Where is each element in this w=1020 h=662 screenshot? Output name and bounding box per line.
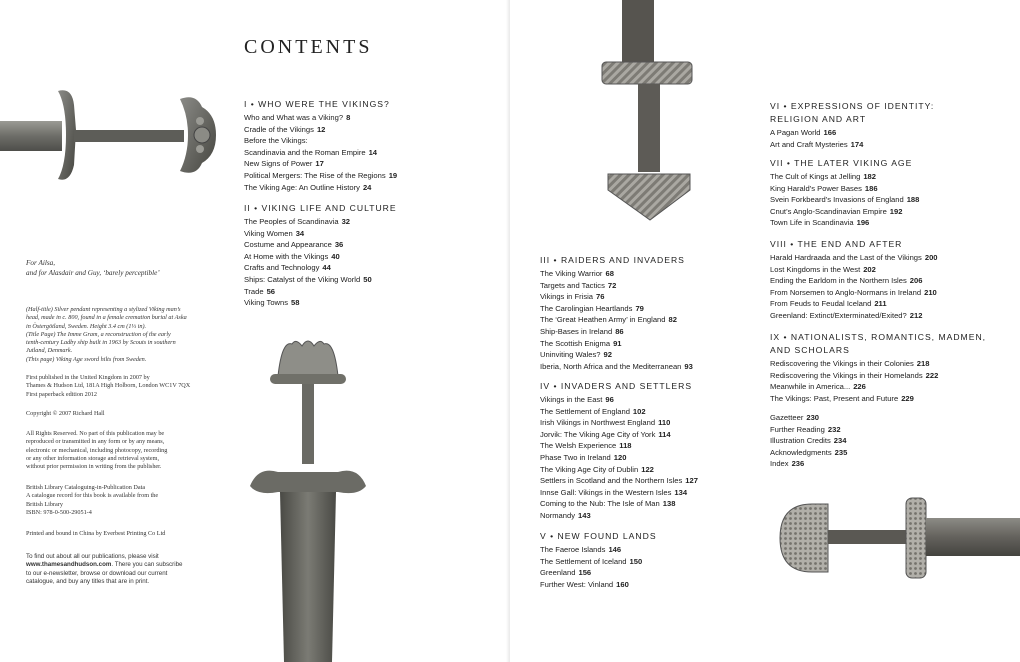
image-captions: [26, 306, 241, 364]
cataloguing-data: [26, 484, 241, 517]
toc-entry[interactable]: [770, 183, 919, 195]
toc-entry[interactable]: [540, 556, 657, 568]
toc-page-number: 92: [603, 350, 612, 360]
toc-page-number: 166: [823, 128, 837, 137]
toc-section: [770, 412, 847, 470]
toc-page-number: 56: [266, 286, 276, 296]
toc-entry-title: Town Life in Scandinavia: [770, 218, 854, 228]
toc-entry-title: The Scottish Enigma: [540, 338, 611, 348]
toc-entry-title: Illustration Credits: [770, 436, 831, 446]
toc-entry[interactable]: [540, 440, 698, 452]
toc-section: [540, 381, 698, 522]
toc-page-number: 232: [827, 424, 841, 434]
toc-entry-title: Svein Forkbeard’s Invasions of England: [770, 195, 904, 205]
toc-entry[interactable]: [770, 287, 938, 299]
toc-section: [244, 99, 397, 193]
toc-page-number: 93: [684, 361, 693, 371]
toc-entry[interactable]: [770, 447, 847, 459]
toc-page-number: 50: [363, 274, 372, 284]
toc-section: [244, 203, 397, 309]
toc-entry-title: Scandinavia and the Roman Empire: [244, 147, 366, 157]
toc-entry-title: A Pagan World: [770, 128, 821, 137]
toc-entry-title: Greenland: [540, 568, 576, 578]
section-heading: IV • INVADERS AND SETTLERS: [540, 381, 693, 391]
toc-entry[interactable]: [540, 406, 698, 418]
web-text: to our e-newsletter, browse or download our current: [26, 569, 168, 577]
toc-page-number: 36: [334, 240, 344, 250]
copyright-line: Copyright © 2007 Richard Hall: [26, 410, 105, 417]
sword-hilt-image-2: [248, 336, 368, 662]
toc-entry[interactable]: [540, 417, 698, 429]
toc-page-number: 143: [578, 510, 591, 520]
rights-line: reproduced or transmitted in any form or by any means,: [26, 438, 165, 446]
toc-entry[interactable]: [244, 182, 397, 194]
toc-entry-title: From Feuds to Feudal Iceland: [770, 299, 872, 309]
cataloguing-line: British Library Cataloguing-in-Publication Data: [26, 484, 146, 491]
toc-entry-title: Harald Hardraada and the Last of the Vikings: [770, 253, 922, 262]
section-heading: VII • THE LATER VIKING AGE: [770, 158, 913, 168]
toc-section: [770, 239, 938, 322]
toc-page-number: 226: [853, 382, 866, 392]
toc-page-number: 186: [864, 183, 878, 193]
dedication-line: and for Alasdair and Guy, ‘barely perceptible’: [26, 269, 160, 277]
sword-hilt-image-4: [778, 496, 1020, 580]
toc-entry-title: Political Mergers: The Rise of the Regions: [244, 170, 386, 180]
toc-entry[interactable]: [244, 135, 397, 147]
toc-entry-title: The Settlement of England: [540, 406, 630, 416]
toc-entry-title: King Harald’s Power Bases: [770, 183, 862, 193]
toc-entry-title: Trade: [244, 286, 264, 296]
toc-entry[interactable]: [540, 326, 693, 338]
toc-entry-title: Coming to the Nub: The Isle of Man: [540, 499, 660, 509]
toc-entry-title: Acknowledgments: [770, 447, 832, 457]
toc-entry[interactable]: [540, 487, 698, 499]
toc-page-number: 146: [608, 545, 622, 554]
toc-entry[interactable]: [770, 127, 934, 139]
toc-entry[interactable]: [540, 429, 698, 441]
toc-entry[interactable]: [540, 303, 693, 315]
toc-entry[interactable]: [540, 349, 693, 361]
toc-page-number: 40: [331, 251, 340, 261]
toc-entry[interactable]: [770, 310, 938, 322]
toc-entry[interactable]: [770, 370, 986, 382]
toc-entry[interactable]: [770, 206, 919, 218]
toc-page-number: 102: [632, 406, 646, 416]
toc-entry-title: The Faeroe Islands: [540, 545, 606, 554]
toc-entry[interactable]: [244, 124, 397, 136]
toc-page-number: 34: [295, 228, 305, 238]
toc-entry[interactable]: [540, 268, 693, 280]
toc-entry-title: Index: [770, 459, 789, 469]
toc-entry[interactable]: [540, 464, 698, 476]
toc-page-number: 134: [674, 487, 688, 497]
toc-page-number: 229: [901, 393, 914, 403]
rights-line: or any other information storage and retrieval system,: [26, 454, 159, 462]
sword-hilt-image-3: [598, 0, 698, 222]
toc-entry-title: Vikings in the East: [540, 395, 603, 404]
toc-page-number: 12: [316, 124, 326, 134]
toc-page-number: 174: [850, 139, 864, 149]
publication-line: First paperback edition 2012: [26, 390, 97, 398]
toc-entry[interactable]: [770, 139, 934, 151]
toc-page-number: 212: [909, 310, 923, 320]
toc-entry[interactable]: [540, 498, 698, 510]
toc-entry[interactable]: [540, 291, 693, 303]
toc-entry-title: Crafts and Technology: [244, 263, 320, 273]
cataloguing-line: A catalogue record for this book is available from the: [26, 492, 159, 500]
toc-entry-title: Ships: Catalyst of the Viking World: [244, 274, 361, 284]
toc-entry[interactable]: [244, 158, 397, 170]
toc-entry-title: Viking Women: [244, 228, 293, 238]
printed-line: Printed and bound in China by Everbest Printing Co Ltd: [26, 530, 166, 537]
toc-entry[interactable]: [770, 252, 938, 264]
toc-page-number: 96: [605, 395, 614, 404]
toc-section: [540, 531, 657, 590]
toc-entry-title: The Viking Age: An Outline History: [244, 182, 360, 192]
toc-entry-title: Further Reading: [770, 424, 825, 434]
toc-page-number: 68: [605, 269, 614, 278]
toc-page-number: 160: [616, 579, 629, 589]
web-text: . There you can subscribe: [111, 561, 183, 569]
section-heading: VIII • THE END AND AFTER: [770, 239, 903, 249]
toc-entry[interactable]: [770, 435, 847, 447]
toc-page-number: 235: [834, 447, 848, 457]
toc-page-number: 210: [924, 287, 937, 297]
toc-entry[interactable]: [540, 394, 698, 406]
toc-entry[interactable]: [770, 381, 986, 393]
toc-page-number: 110: [658, 418, 671, 428]
section-heading: III • RAIDERS AND INVADERS: [540, 255, 685, 265]
toc-entry-title: Art and Craft Mysteries: [770, 139, 848, 149]
toc-entry[interactable]: [540, 579, 657, 591]
website-link[interactable]: www.thamesandhudson.com: [26, 561, 112, 569]
caption-line: in Östergötland, Sweden. Height 3.4 cm (1⅓ in).: [26, 322, 147, 330]
toc-page-number: 24: [362, 182, 372, 192]
toc-entry[interactable]: [540, 361, 693, 373]
toc-entry-title: Ship-Bases in Ireland: [540, 326, 613, 336]
toc-entry-title: Cradle of the Vikings: [244, 124, 314, 134]
toc-entry[interactable]: [540, 280, 693, 292]
rights-line: without prior permission in writing from the publisher.: [26, 463, 162, 471]
toc-entry[interactable]: [244, 297, 397, 309]
toc-entry[interactable]: [540, 338, 693, 350]
toc-entry-title: The Peoples of Scandinavia: [244, 217, 339, 226]
toc-page-number: 192: [889, 206, 903, 216]
section-heading: II • VIKING LIFE AND CULTURE: [244, 203, 397, 213]
toc-page-number: 188: [906, 195, 920, 205]
toc-entry[interactable]: [244, 216, 397, 228]
toc-page-number: 206: [909, 276, 923, 286]
caption-line: Jutland, Denmark.: [26, 347, 73, 355]
toc-entry-title: At Home with the Vikings: [244, 251, 329, 261]
caption-line: (Half-title) Silver pendant representing a stylized Viking man’s: [26, 306, 181, 313]
toc-entry[interactable]: [540, 510, 698, 522]
toc-entry-title: The Vikings: Past, Present and Future: [770, 393, 899, 403]
toc-entry-title: The Settlement of Iceland: [540, 556, 627, 566]
web-intro: To find out about all our publications, please visit: [26, 553, 159, 560]
toc-page-number: 127: [685, 476, 698, 486]
toc-page-number: 17: [315, 159, 324, 169]
toc-entry[interactable]: [540, 452, 698, 464]
toc-page-number: 8: [346, 113, 351, 122]
toc-page-number: 236: [791, 459, 805, 469]
toc-entry[interactable]: [540, 314, 693, 326]
toc-section: [770, 101, 934, 150]
toc-entry[interactable]: [244, 170, 397, 182]
publication-info: [26, 374, 241, 399]
toc-entry-title: From Norsemen to Anglo-Normans in Ireland: [770, 287, 922, 297]
toc-section: [540, 255, 693, 372]
section-heading: V • NEW FOUND LANDS: [540, 531, 657, 541]
dedication-line: For Ailsa,: [26, 259, 56, 267]
toc-entry-title: The Carolingian Heartlands: [540, 303, 633, 313]
section-heading-continued: RELIGION AND ART: [770, 114, 867, 124]
section-heading-continued: AND SCHOLARS: [770, 345, 850, 355]
toc-entry-title: New Signs of Power: [244, 159, 313, 169]
toc-entry-title: Who and What was a Viking?: [244, 113, 344, 122]
toc-page-number: 86: [615, 326, 624, 336]
toc-entry[interactable]: [244, 147, 397, 159]
toc-entry-title: The Viking Warrior: [540, 269, 603, 278]
toc-entry-title: Ending the Earldom in the Northern Isles: [770, 276, 907, 286]
copyright: [26, 410, 241, 418]
section-heading: VI • EXPRESSIONS OF IDENTITY:: [770, 101, 935, 111]
website-notice: [26, 553, 256, 586]
toc-entry-title: Innse Gall: Vikings in the Western Isles: [540, 487, 672, 497]
toc-entry-title: Normandy: [540, 510, 576, 520]
toc-page-number: 218: [916, 359, 930, 368]
toc-page-number: 114: [658, 429, 671, 439]
toc-entry-title: Greenland: Extinct/Exterminated/Exited?: [770, 310, 907, 320]
toc-entry[interactable]: [770, 264, 938, 276]
caption-line: head, made in c. 800, found in a female cremation burial at Aska: [26, 314, 187, 322]
toc-page-number: 196: [856, 218, 870, 228]
toc-entry[interactable]: [770, 171, 919, 183]
cataloguing-line: British Library: [26, 500, 63, 508]
toc-page-number: 32: [341, 217, 351, 226]
toc-entry-title: Cnut’s Anglo-Scandinavian Empire: [770, 206, 887, 216]
sword-hilt-image-1: [0, 85, 230, 185]
toc-entry-title: Settlers in Scotland and the Northern Isles: [540, 476, 683, 486]
toc-entry[interactable]: [770, 358, 986, 370]
toc-page-number: 122: [641, 464, 654, 474]
toc-entry-title: Rediscovering the Vikings in their Homelands: [770, 370, 923, 380]
toc-section: [770, 332, 986, 404]
toc-entry[interactable]: [540, 567, 657, 579]
toc-entry[interactable]: [770, 194, 919, 206]
toc-entry-title: Uninviting Wales?: [540, 350, 601, 360]
toc-entry-title: Gazetteer: [770, 413, 804, 422]
toc-page-number: 182: [863, 172, 876, 181]
toc-page-number: 19: [388, 170, 398, 180]
rights-line: electronic or mechanical, including photocopy, recording: [26, 446, 168, 454]
toc-entry-title: The Cult of Kings at Jelling: [770, 172, 861, 181]
toc-page-number: 79: [635, 303, 644, 313]
toc-entry-title: Rediscovering the Vikings in their Colonies: [770, 359, 914, 368]
page-title: CONTENTS: [244, 36, 373, 58]
toc-entry[interactable]: [770, 424, 847, 436]
toc-page-number: 82: [668, 315, 677, 325]
toc-page-number: 222: [925, 370, 939, 380]
dedication: [26, 258, 160, 278]
caption-line: tenth-century Ladby ship built in 1963 by Scouts in southern: [26, 339, 176, 347]
toc-entry[interactable]: [244, 274, 397, 286]
toc-entry[interactable]: [244, 286, 397, 298]
toc-page-number: 156: [578, 568, 592, 578]
toc-entry-title: Vikings in Frisia: [540, 292, 594, 302]
toc-page-number: 120: [613, 452, 627, 462]
toc-page-number: 118: [619, 441, 632, 451]
toc-entry-title: Lost Kingdoms in the West: [770, 264, 861, 274]
toc-entry[interactable]: [244, 112, 397, 124]
toc-entry[interactable]: [244, 262, 397, 274]
toc-page-number: 138: [662, 499, 676, 509]
toc-page-number: 234: [833, 436, 847, 446]
toc-entry[interactable]: [770, 298, 938, 310]
rights-notice: [26, 430, 241, 471]
toc-entry[interactable]: [540, 544, 657, 556]
toc-entry-title: Meanwhile in America...: [770, 382, 851, 392]
section-heading: IX • NATIONALISTS, ROMANTICS, MADMEN,: [770, 332, 987, 342]
toc-section: [770, 158, 919, 229]
toc-entry[interactable]: [770, 393, 986, 405]
toc-page-number: 200: [924, 253, 938, 262]
toc-page-number: 72: [607, 280, 617, 290]
toc-entry-title: Viking Towns: [244, 298, 289, 308]
toc-page-number: 44: [322, 263, 331, 273]
rights-line: All Rights Reserved. No part of this publication may be: [26, 430, 165, 437]
toc-entry-title: Targets and Tactics: [540, 280, 605, 290]
toc-entry-title: Before the Vikings:: [244, 136, 308, 146]
isbn: ISBN: 978-0-500-29051-4: [26, 508, 92, 516]
toc-page-number: 230: [806, 413, 820, 422]
toc-entry-title: Phase Two in Ireland: [540, 452, 611, 462]
caption-line: (This page) Viking Age sword hilts from Sweden.: [26, 355, 147, 363]
toc-page-number: 91: [613, 338, 622, 348]
publication-line: Thames & Hudson Ltd, 181A High Holborn, London WC1V 7QX: [26, 382, 191, 390]
toc-page-number: 14: [368, 147, 378, 157]
publication-line: First published in the United Kingdom in 2007 by: [26, 374, 150, 381]
toc-entry[interactable]: [770, 412, 847, 424]
toc-entry-title: The Welsh Experience: [540, 441, 617, 451]
web-text: catalogue, and buy any titles that are in print.: [26, 577, 150, 585]
toc-entry-title: Costume and Appearance: [244, 240, 332, 250]
toc-page-number: 150: [629, 556, 643, 566]
toc-page-number: 58: [291, 298, 300, 308]
toc-entry-title: The Viking Age City of Dublin: [540, 464, 639, 474]
toc-entry-title: The ‘Great Heathen Army’ in England: [540, 315, 666, 325]
toc-entry[interactable]: [770, 458, 847, 470]
caption-line: (Title Page) The Imme Gram, a reconstruction of the early: [26, 330, 171, 338]
toc-entry-title: Iberia, North Africa and the Mediterranean: [540, 361, 682, 371]
toc-entry-title: Further West: Vinland: [540, 579, 614, 589]
toc-entry-title: Jorvik: The Viking Age City of York: [540, 429, 656, 439]
printer-info: [26, 530, 241, 538]
toc-entry[interactable]: [244, 228, 397, 240]
toc-entry[interactable]: [540, 475, 698, 487]
toc-entry[interactable]: [244, 239, 397, 251]
toc-page-number: 76: [596, 292, 605, 302]
toc-page-number: 211: [874, 299, 887, 309]
toc-entry[interactable]: [770, 275, 938, 287]
section-heading: I • WHO WERE THE VIKINGS?: [244, 99, 390, 109]
toc-entry[interactable]: [244, 251, 397, 263]
toc-entry-title: Irish Vikings in Northwest England: [540, 418, 656, 428]
toc-page-number: 202: [863, 264, 876, 274]
toc-entry[interactable]: [770, 217, 919, 229]
